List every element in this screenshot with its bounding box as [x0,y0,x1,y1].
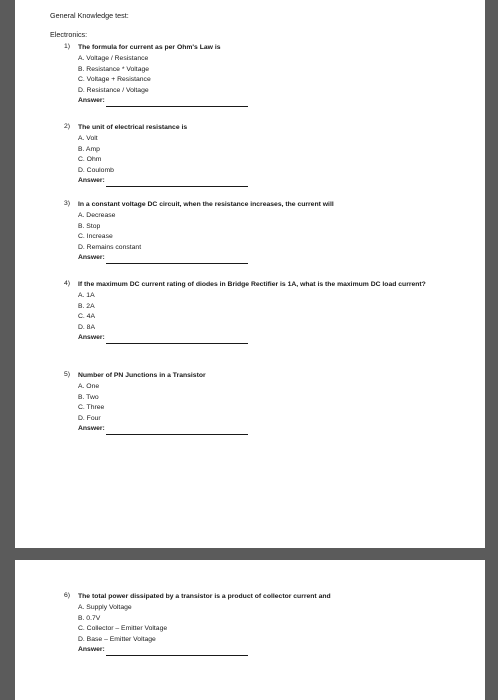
answer-row [78,96,444,107]
answer-blank[interactable] [106,98,248,107]
option-list [78,603,444,645]
option-list [78,291,439,333]
question-6 [64,592,444,656]
option-b: B. Stop [78,222,101,230]
option-d: D. Base – Emitter Voltage [78,635,156,643]
question-text: If the maximum DC current rating of diodes in Bridge Rectifier is 1A, what is the maximum DC load current? [78,281,426,288]
option-b: B. Amp [78,145,100,153]
answer-row [78,333,439,344]
option-d: D. Four [78,414,101,422]
option-d: D. Resistance / Voltage [78,86,149,94]
question-number: 2) [64,123,71,130]
answer-label: Answer: [78,334,105,342]
answer-label: Answer: [78,177,105,185]
option-c: C. Collector – Emitter Voltage [78,625,168,633]
option-d: D. Coulomb [78,166,114,174]
option-a: A. Supply Voltage [78,604,132,611]
answer-blank[interactable] [106,255,248,264]
answer-blank[interactable] [106,426,248,435]
question-2 [64,123,444,187]
answer-blank[interactable] [106,647,248,656]
option-list [78,54,444,96]
answer-row [78,253,444,264]
question-number: 3) [64,200,71,207]
option-b: B. Resistance * Voltage [78,65,150,73]
question-4 [64,280,439,344]
option-d: D. Remains constant [78,243,142,251]
answer-row [78,424,444,435]
option-c: C. Three [78,404,105,412]
question-number: 6) [64,592,71,599]
answer-blank[interactable] [106,178,248,187]
answer-label: Answer: [78,425,105,433]
option-c: C. Increase [78,233,113,241]
option-c: C. Ohm [78,156,102,164]
question-number: 1) [64,43,71,50]
section-heading: Electronics: [50,30,88,39]
option-list [78,134,444,176]
option-a: A. One [78,383,100,390]
option-a: A. 1A [78,292,95,299]
question-text: Number of PN Junctions in a Transistor [78,372,206,379]
option-d: D. 8A [78,323,95,331]
option-a: A. Decrease [78,212,116,219]
page-2 [15,560,485,700]
answer-label: Answer: [78,254,105,262]
option-b: B. 0.7V [78,614,101,622]
answer-row [78,176,444,187]
answer-blank[interactable] [106,335,248,344]
option-b: B. Two [78,393,99,401]
option-list [78,382,444,424]
question-1 [64,43,444,107]
document-title: General Knowledge test: [50,11,129,20]
question-3 [64,200,444,264]
question-number: 5) [64,371,71,378]
question-text: The unit of electrical resistance is [78,124,188,131]
question-text: The formula for current as per Ohm's Law is [78,44,221,51]
answer-label: Answer: [78,646,105,654]
option-c: C. 4A [78,313,95,321]
question-number: 4) [64,280,71,287]
option-list [78,211,444,253]
option-a: A. Volt [78,135,98,142]
page-1 [15,0,485,548]
question-5 [64,371,444,435]
option-a: A. Voltage / Resistance [78,55,149,62]
answer-row [78,645,444,656]
option-c: C. Voltage + Resistance [78,76,151,84]
question-text: In a constant voltage DC circuit, when the resistance increases, the current will [78,201,334,208]
option-b: B. 2A [78,302,95,310]
question-text: The total power dissipated by a transistor is a product of collector current and [78,593,331,600]
answer-label: Answer: [78,97,105,105]
